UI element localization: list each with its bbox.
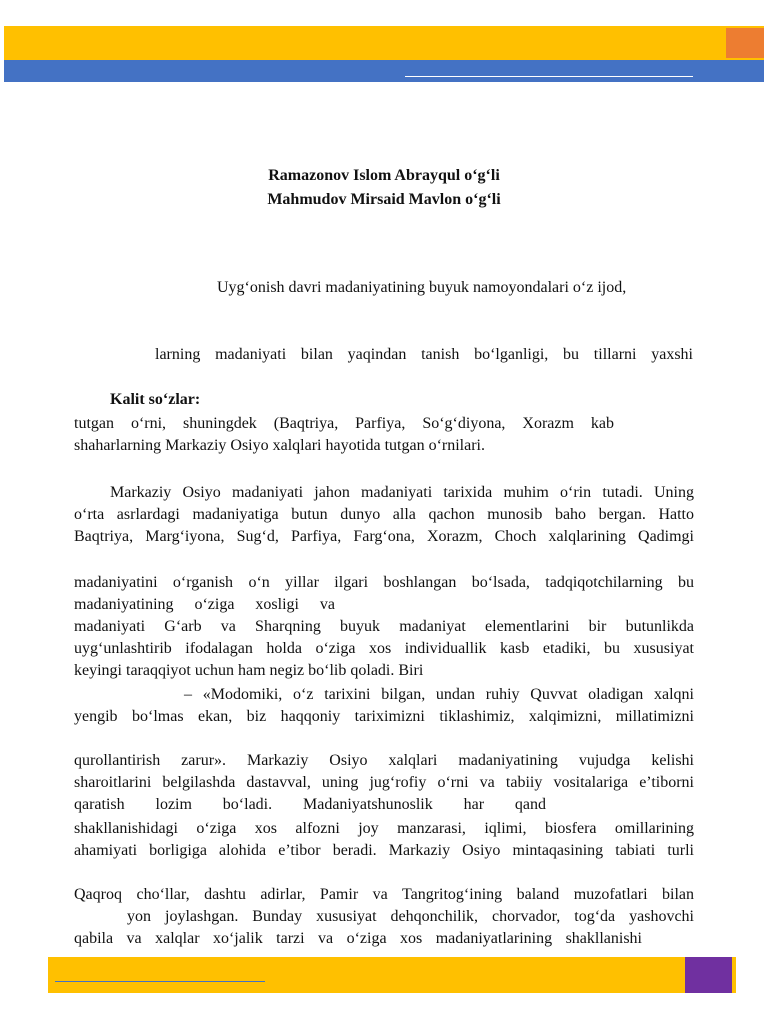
body-line-1: Markaziy Osiyo madaniyati jahon madaniyati tarixida muhim o‘rin tutadi. Uning — [110, 484, 694, 501]
body-line-9: qurollantirish zarur». Markaziy Osiyo xalqlari madaniyatining vujudga kelishi — [74, 752, 694, 769]
author-name-2: Mahmudov Mirsaid Mavlon o‘g‘li — [267, 191, 501, 208]
body-line-10: sharoitlarini belgilashda dastavval, uning jug‘rofiy o‘rni va tabiiy vositalariga e’tiborni — [74, 774, 694, 791]
body-line-15: yon joylashgan. Bunday xususiyat dehqonchilik, chorvador, tog‘da yashovchi — [127, 908, 694, 925]
body-line-8: keyingi taraqqiyot uchun ham negiz bo‘lib qoladi. Biri — [74, 662, 424, 679]
body-line-14: Qaqroq cho‘llar, dashtu adirlar, Pamir va Tangritog‘ining baland muzofatlari bilan — [74, 886, 694, 903]
footer-rule-line — [55, 981, 265, 982]
header-blue-band — [4, 60, 764, 82]
abstract-line-2: larning madaniyati bilan yaqindan tanish bo‘lganligi, bu tillarni yaxshi — [155, 346, 693, 363]
quote-line-2: yengib bo‘lmas ekan, biz haqqoniy tariximizni tiklashimiz, xalqimizni, millatimizni — [74, 708, 694, 725]
authors-block — [0, 164, 768, 212]
keywords-line-1: tutgan o‘rni, shuningdek (Baqtriya, Parfiya, So‘g‘diyona, Xorazm kab — [74, 415, 614, 432]
body-line-7: uyg‘unlashtirib ifodalagan holda o‘ziga xos individuallik kasb etadiki, bu xususiyat — [74, 640, 694, 657]
abstract-line-1: Uyg‘onish davri madaniyatining buyuk namoyondalari o‘z ijod, — [217, 279, 627, 296]
keywords-line-2: shaharlarning Markaziy Osiyo xalqlari hayotida tutgan o‘rnilari. — [74, 437, 485, 454]
body-line-12: shakllanishidagi o‘ziga xos alfozni joy manzarasi, iqlimi, biosfera omillarining — [74, 820, 694, 837]
header-rule-line — [405, 76, 693, 77]
body-line-16: qabila va xalqlar xo‘jalik tarzi va o‘ziga xos madaniyatlarining shakllanishi — [74, 930, 642, 947]
body-line-2: o‘rta asrlardagi madaniyatiga butun dunyo alla qachon munosib baho bergan. Hatto — [74, 506, 694, 523]
footer-yellow-band — [48, 957, 736, 993]
keywords-label: Kalit so‘zlar: — [110, 391, 201, 408]
header-yellow-band — [4, 26, 764, 60]
body-line-4: madaniyatini o‘rganish o‘n yillar ilgari boshlangan bo‘lsada, tadqiqotchilarning bu — [74, 574, 694, 591]
body-line-13: ahamiyati borligiga alohida e’tibor beradi. Markaziy Osiyo mintaqasining tabiati turli — [74, 842, 694, 859]
author-name-1: Ramazonov Islom Abrayqul o‘g‘li — [268, 167, 500, 184]
footer-purple-block — [685, 957, 732, 993]
body-line-3: Baqtriya, Marg‘iyona, Sug‘d, Parfiya, Farg‘ona, Xorazm, Choch xalqlarining Qadimgi — [74, 528, 694, 545]
body-line-11: qaratish lozim bo‘ladi. Madaniyatshunoslik har qand — [74, 796, 546, 813]
body-line-6: madaniyati G‘arb va Sharqning buyuk madaniyat elementlarini bir butunlikda — [74, 618, 694, 635]
header-orange-block — [726, 28, 764, 58]
body-line-5: madaniyatining o‘ziga xosligi va — [74, 596, 335, 613]
quote-line-1: – «Modomiki, o‘z tarixini bilgan, undan ruhiy Quvvat oladigan xalqni — [184, 686, 694, 703]
